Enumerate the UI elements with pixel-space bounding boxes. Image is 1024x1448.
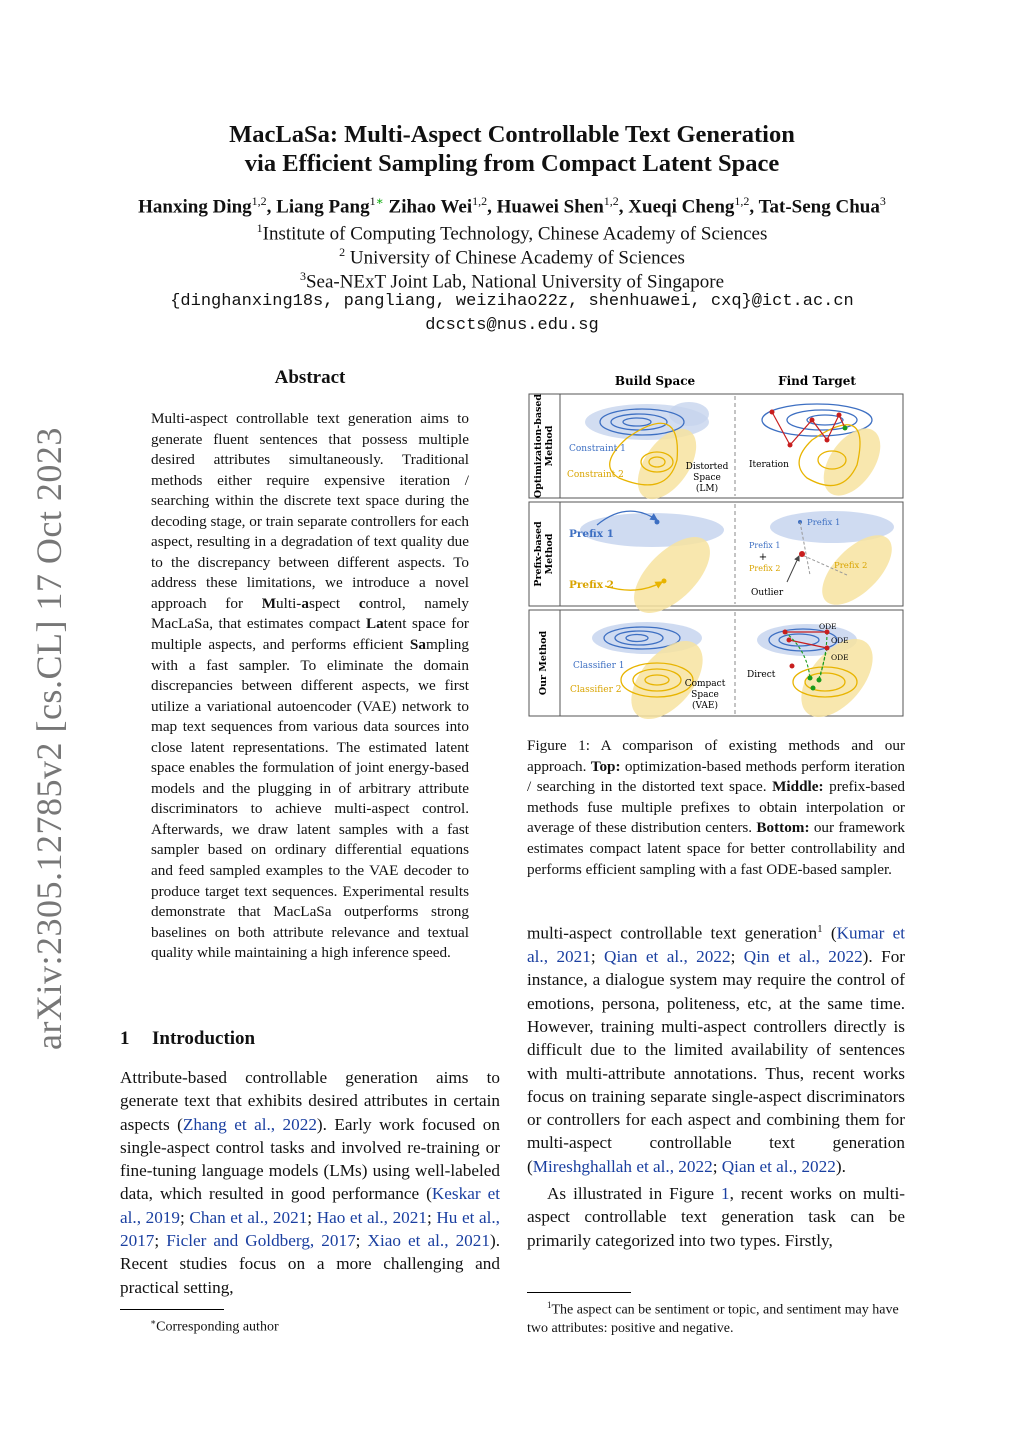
citation-link[interactable]: Chan et al., 2021	[189, 1207, 308, 1227]
author-name: Xueqi Cheng	[628, 196, 735, 218]
title-line-1: MacLaSa: Multi-Aspect Controllable Text Generation	[229, 121, 795, 148]
figure-1-svg	[527, 370, 905, 720]
author-name: Hanxing Ding	[138, 196, 252, 218]
paper-title	[120, 120, 904, 178]
iteration-point	[810, 418, 815, 423]
figure-1	[527, 370, 905, 720]
caption-key: Middle:	[772, 778, 824, 796]
citation-link[interactable]: Xiao et al., 2021	[367, 1231, 490, 1251]
author-affil: 1,2	[472, 194, 488, 208]
author-affil: 3	[879, 194, 886, 208]
figure-caption	[527, 736, 905, 880]
label-constraint-1: Constraint 1	[569, 444, 626, 454]
ours-find-panel	[747, 622, 886, 720]
footnote-rule	[120, 1309, 224, 1310]
label-prefix-1: Prefix 1	[569, 528, 614, 540]
sample-point	[783, 630, 788, 635]
intro-text: Attribute-based controllable generation aims to generate text that exhibits desired attributes in certain aspects (	[120, 1068, 500, 1134]
acronym-letter: M	[261, 594, 277, 612]
label-lm: (LM)	[695, 484, 719, 494]
label-direct: Direct	[747, 670, 776, 680]
abstract-text: spect	[308, 594, 359, 612]
abstract-text: ontrol, namely MacLaSa, that estimates compact	[151, 594, 469, 633]
label-prefix-1-find: Prefix 1	[807, 518, 841, 528]
section-number: 1	[120, 1028, 130, 1049]
footnote-ref[interactable]: 1	[817, 923, 823, 935]
col-header-find: Find Target	[778, 374, 856, 388]
author-affil: 1,2	[251, 194, 267, 208]
label-constraint-2: Constraint 2	[567, 470, 624, 480]
label-space-2: Space	[691, 690, 719, 700]
paragraph: multi-aspect controllable text generation$^1$ (Kumar et al., 2021; Qian et al., 2022; Qin et al., 2022). For instance, a dialogue system may require the control of emotions, persona, politeness, etc, at the same time. However, training multi-aspect controllers directly is difficult due to the limited availability of sentences with multi-attribute annotations. Thus, recent works focus on training separate single-aspect discriminators or controllers for each aspect and combining them for multi-aspect controllable text generation (Mireshghallah et al., 2022; Qian et al., 2022).	[527, 923, 906, 1176]
footnote-text: The aspect can be sentiment or topic, and sentiment may have two attributes: positive and negative.	[527, 1302, 899, 1336]
body-text: , recent works on multi-aspect controllable text generation task can be primarily categorized into two types. Firstly,	[527, 1184, 905, 1250]
body-text: (	[822, 923, 837, 943]
abstract-text: tent space for multiple aspects, and performs efficient	[151, 615, 469, 654]
label-ode-3: ODE	[831, 653, 849, 662]
affil-text: University of Chinese Academy of Sciences	[345, 247, 685, 269]
prefix-build-panel	[569, 511, 724, 626]
label-fuse-prefix-2: Prefix 2	[749, 564, 781, 573]
figure-ref-link[interactable]: 1	[721, 1184, 730, 1203]
label-ode-1: ODE	[819, 622, 837, 631]
email-line-2: dcscts@nus.edu.sg	[425, 316, 599, 335]
abstract-text: ulti-	[276, 594, 302, 612]
right-column-body	[527, 918, 905, 1252]
affil-mark: 1	[256, 221, 263, 235]
citation-link[interactable]: Qin et al., 2022	[743, 947, 863, 967]
opt-build-panel	[567, 402, 729, 509]
abstract-heading: Abstract	[274, 367, 346, 388]
citation-link[interactable]: Qian et al., 2022	[721, 1156, 836, 1176]
label-prefix-2: Prefix 2	[569, 579, 614, 591]
author-name: Liang Pang	[276, 196, 370, 218]
target-point	[808, 676, 813, 681]
label-ode-2: ODE	[831, 636, 849, 645]
caption-text: our framework estimates compact latent space for better controllability and performs efficient sampling with a fast ODE-based sampler.	[527, 819, 905, 878]
author-affil: 1,2	[734, 194, 750, 208]
footnote-mark: ∗	[150, 1317, 157, 1327]
footnote-aspect	[527, 1296, 905, 1338]
row-label-optimization: Optimization-basedMethod	[533, 393, 555, 499]
affil-mark: 2	[339, 245, 346, 259]
caption-text: Figure 1: A comparison of existing methods and our approach.	[527, 737, 905, 775]
body-text: As illustrated in Figure	[547, 1184, 721, 1203]
body-text: ). For instance, a dialogue system may require the control of emotions, persona, politeness, etc, at the same time. However, training multi-aspect controllers directly is difficult due to the limited availability of sentences with multi-attribute annotations. Thus, recent works focus on training separate single-aspect discriminators or controllers for each aspect and combining them for multi-aspect controllable text generation (	[527, 947, 906, 1176]
label-distorted: Distorted	[685, 462, 729, 472]
col-header-build: Build Space	[614, 374, 696, 388]
outlier-point	[799, 551, 805, 557]
footnote-mark: 1	[547, 1300, 552, 1310]
label-space: Space	[693, 473, 721, 483]
caption-text: optimization-based methods perform iteration / searching in the distorted text space.	[527, 757, 906, 796]
abstract-text: Multi-aspect controllable text generation aims to generate fluent sentences that possess multiple desired attributes simultaneously. Traditional methods either require expensive iteration / searching within the discrete text space during the decoding stage, or train separate controllers for each aspect, resulting in a degradation of text quality due to the discrepancy between different aspects. To address these limitations, we introduce a novel approach for	[151, 410, 469, 612]
author-sep: ,	[749, 196, 759, 218]
label-outlier: Outlier	[751, 588, 784, 598]
label-classifier-2: Classifier 2	[570, 685, 622, 695]
author-name: Zihao Wei	[388, 196, 473, 218]
author-sep: ,	[487, 196, 497, 218]
row-label-ours: Our Method	[538, 630, 549, 696]
iteration-point	[770, 410, 775, 415]
acronym-letter: a	[301, 594, 309, 612]
citation-link[interactable]: Hao et al., 2021	[316, 1207, 427, 1227]
intro-paragraph: Attribute-based controllable generation aims to generate text that exhibits desired attributes in certain aspects (Zhang et al., 2022). Early work focused on single-aspect control tasks and involved re-training or fine-tuning language models (LMs) using well-labeled data, which resulted in good performance (Keskar et al., 2019; Chan et al., 2021; Hao et al., 2021; Hu et al., 2017; Ficler and Goldberg, 2017; Xiao et al., 2021). Recent studies focus on a more challenging and practical setting,	[120, 1068, 500, 1297]
author-sep: ,	[266, 196, 277, 218]
footnote-corresponding	[150, 1313, 279, 1337]
opt-find-panel	[749, 404, 892, 506]
author-affil: 1	[369, 194, 376, 208]
intro-text: ). Recent studies focus on a more challenging and practical setting,	[120, 1231, 500, 1297]
section-title: Introduction	[152, 1028, 256, 1049]
sample-point	[787, 638, 792, 643]
citation-link[interactable]: Qian et al., 2022	[604, 947, 731, 967]
label-plus: +	[758, 552, 768, 563]
label-prefix-2-find: Prefix 2	[834, 561, 868, 571]
footnote-text: Corresponding author	[156, 1319, 279, 1335]
body-text: multi-aspect controllable text generation	[527, 923, 818, 943]
author-list	[90, 189, 934, 219]
affil-text: Institute of Computing Technology, Chinese Academy of Sciences	[262, 223, 768, 245]
iteration-point	[788, 443, 793, 448]
affil-text: Sea-NExT Joint Lab, National University of Singapore	[305, 271, 725, 293]
citation-link[interactable]: Kumar et al., 2021	[527, 923, 905, 967]
prefix-find-panel	[749, 511, 904, 617]
iteration-point	[825, 438, 830, 443]
acronym-letter: c	[358, 594, 366, 612]
affil-mark: 3	[299, 269, 306, 283]
citation-link[interactable]: Hu et al., 2017	[120, 1207, 500, 1251]
arxiv-stamp: arXiv:2305.12785v2 [cs.CL] 17 Oct 2023	[29, 427, 69, 1050]
author-sep: ,	[618, 196, 629, 218]
caption-key: Top:	[590, 757, 621, 775]
paragraph	[527, 1182, 905, 1252]
author-name: Huawei Shen	[496, 196, 604, 218]
label-vae: (VAE)	[692, 701, 718, 711]
label-classifier-1: Classifier 1	[573, 661, 625, 671]
section-heading-introduction	[120, 1028, 255, 1050]
footnote-rule	[527, 1292, 631, 1293]
abstract-body	[151, 409, 469, 964]
citation-link[interactable]: Ficler and Goldberg, 2017	[166, 1231, 356, 1251]
author-affil: 1,2	[603, 194, 619, 208]
citation-link[interactable]: Zhang et al., 2022	[182, 1114, 317, 1134]
label-iteration: Iteration	[749, 460, 789, 470]
sample-point	[825, 646, 830, 651]
email-line-1: {dinghanxing18s, pangliang, weizihao22z, shenhuawei, cxq}@ict.ac.cn	[170, 292, 854, 311]
citation-link[interactable]: Keskar et al., 2019	[120, 1184, 500, 1227]
abstract-text: mpling with a fast sampler. To eliminate the domain discrepancies between different aspects, we first utilize a variational autoencoder (VAE) network to map text sequences from various data sources into close latent representations. The estimated latent space enables the formulation of joint energy-based models and the plugging in of arbitrary attribute discriminators to achieve multi-aspect control. Afterwards, we draw latent samples with a fast sampler based on ordinary differential equations and feed sampled examples to the VAE decoder to produce target text sequences. Experimental results demonstrate that MacLaSa outperforms strong baselines on both attribute relevance and textual quality while maintaining a high inference speed.	[151, 636, 469, 962]
acronym-letter: La	[365, 615, 384, 633]
sample-point	[790, 664, 795, 669]
title-line-2: via Efficient Sampling from Compact Latent Space	[244, 150, 780, 177]
label-compact: Compact	[684, 679, 726, 689]
body-text: ).	[835, 1156, 846, 1176]
caption-key: Bottom:	[756, 819, 810, 837]
target-point	[811, 686, 816, 691]
target-point	[817, 678, 822, 683]
intro-text: ). Early work focused on single-aspect control tasks and involved re-training or fine-tuning language models (LMs) using well-labeled data, which resulted in good performance (	[120, 1114, 500, 1204]
acronym-letter: Sa	[409, 636, 426, 654]
label-fuse-prefix-1: Prefix 1	[749, 541, 781, 550]
ours-build-panel	[570, 622, 726, 720]
caption-text: prefix-based methods fuse multiple prefixes to obtain interpolation or average of these distribution centers.	[527, 778, 905, 837]
citation-link[interactable]: Mireshghallah et al., 2022	[532, 1156, 713, 1176]
target-point	[843, 426, 848, 431]
iteration-point	[837, 413, 842, 418]
row-label-prefix: Prefix-basedMethod	[533, 521, 555, 587]
corresponding-mark[interactable]: ∗	[375, 194, 384, 208]
author-name: Tat-Seng Chua	[758, 196, 880, 218]
